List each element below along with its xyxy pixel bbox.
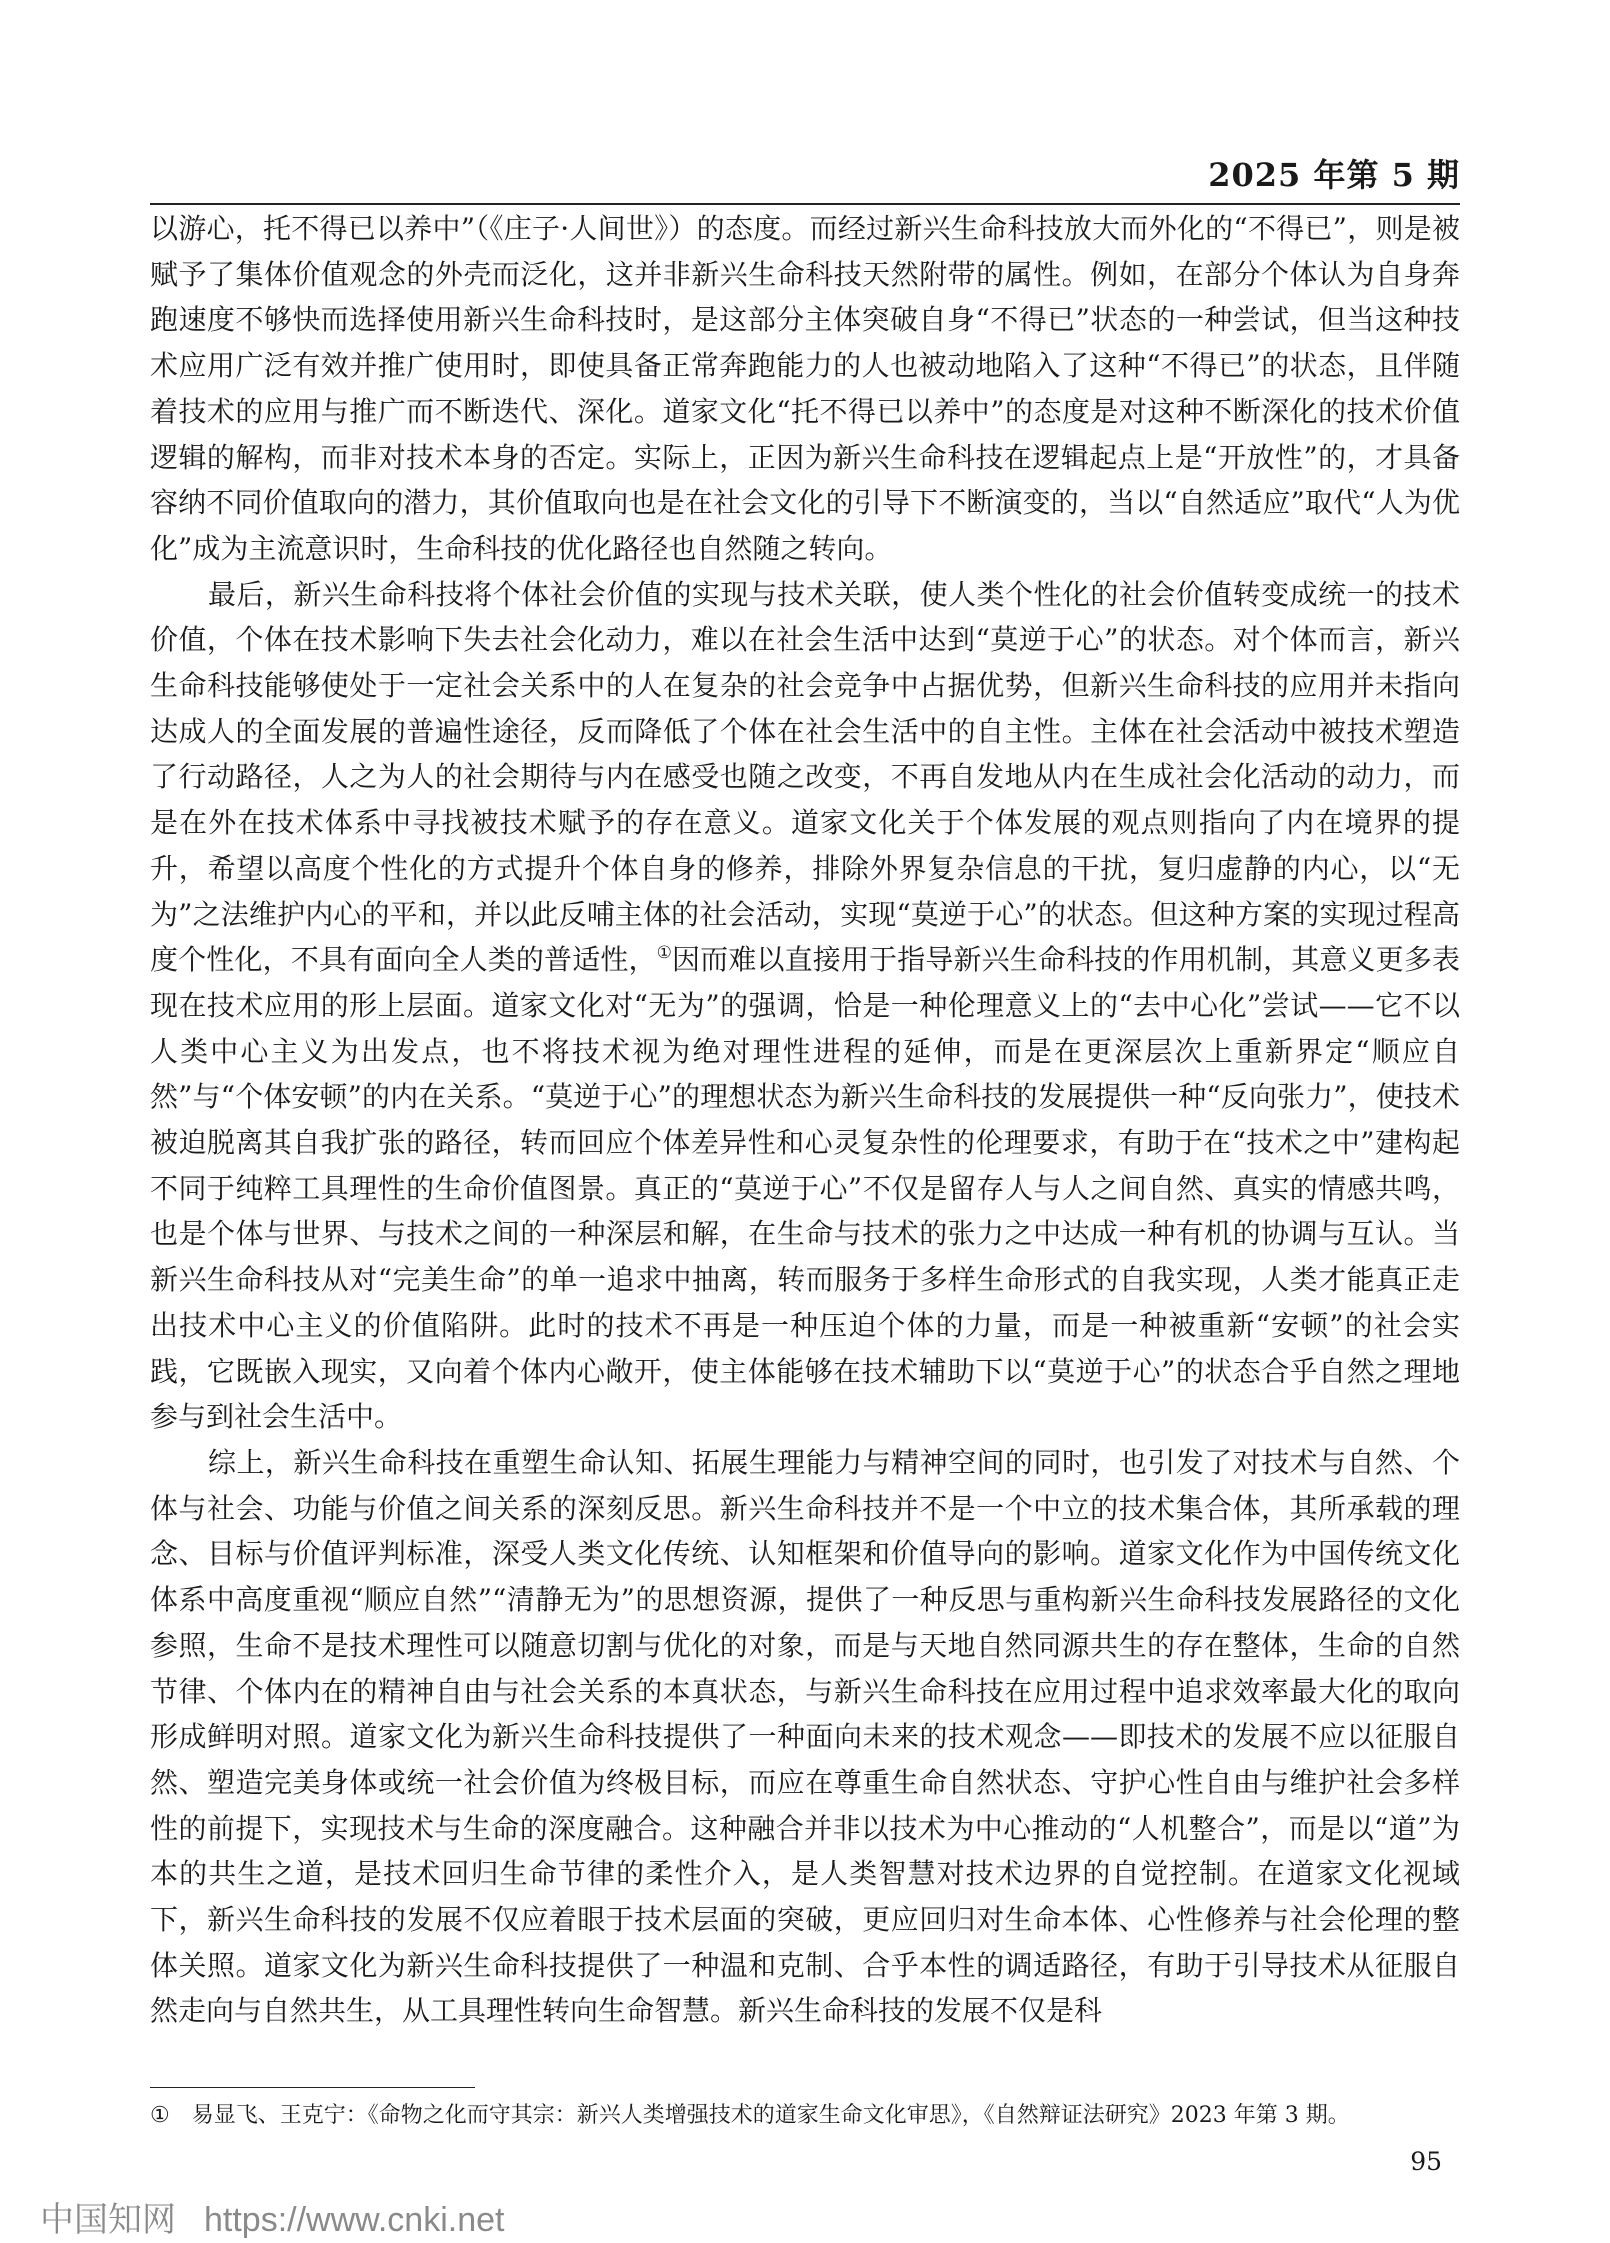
footnote-mark: ① <box>150 2103 170 2128</box>
footnote-text: 易显飞、王克宁：《命物之化而守其宗：新兴人类增强技术的道家生命文化审思》，《自然辩证法研究》2023 年第 3 期。 <box>191 2103 1350 2128</box>
footnote-divider <box>150 2087 475 2088</box>
footnote <box>150 2100 1460 2132</box>
paragraph-3: 综上，新兴生命科技在重塑生命认知、拓展生理能力与精神空间的同时，也引发了对技术与自然、个体与社会、功能与价值之间关系的深刻反思。新兴生命科技并不是一个中立的技术集合体，其所承载的理念、目标与价值评判标准，深受人类文化传统、认知框架和价值导向的影响。道家文化作为中国传统文化体系中高度重视“顺应自然”“清静无为”的思想资源，提供了一种反思与重构新兴生命科技发展路径的文化参照，生命不是技术理性可以随意切割与优化的对象，而是与天地自然同源共生的存在整体，生命的自然节律、个体内在的精神自由与社会关系的本真状态，与新兴生命科技在应用过程中追求效率最大化的取向形成鲜明对照。道家文化为新兴生命科技提供了一种面向未来的技术观念——即技术的发展不应以征服自然、塑造完美身体或统一社会价值为终极目标，而应在尊重生命自然状态、守护心性自由与维护社会多样性的前提下，实现技术与生命的深度融合。这种融合并非以技术为中心推动的“人机整合”，而是以“道”为本的共生之道，是技术回归生命节律的柔性介入，是人类智慧对技术边界的自觉控制。在道家文化视域下，新兴生命科技的发展不仅应着眼于技术层面的突破，更应回归对生命本体、心性修养与社会伦理的整体关照。道家文化为新兴生命科技提供了一种温和克制、合乎本性的调适路径，有助于引导技术从征服自然走向与自然共生，从工具理性转向生命智慧。新兴生命科技的发展不仅是科 <box>150 1445 1460 2028</box>
paragraph-2 <box>150 572 1460 1440</box>
footnote-reference[interactable]: ① <box>656 943 673 964</box>
watermark-site: 中国知网 <box>40 2201 176 2239</box>
article-body <box>150 206 1460 2034</box>
paragraph-2-part-1: 最后，新兴生命科技将个体社会价值的实现与技术关联，使人类个性化的社会价值转变成统一的技术价值，个体在技术影响下失去社会化动力，难以在社会生活中达到“莫逆于心”的状态。对个体而言，新兴生命科技能够使处于一定社会关系中的人在复杂的社会竞争中占据优势，但新兴生命科技的应用并未指向达成人的全面发展的普遍性途径，反而降低了个体在社会生活中的自主性。主体在社会活动中被技术塑造了行动路径，人之为人的社会期待与内在感受也随之改变，不再自发地从内在生成社会化活动的动力，而是在外在技术体系中寻找被技术赋予的存在意义。道家文化关于个体发展的观点则指向了内在境界的提升，希望以高度个性化的方式提升个体自身的修养，排除外界复杂信息的干扰，复归虚静的内心，以“无为”之法维护内心的平和，并以此反哺主体的社会活动，实现“莫逆于心”的状态。但这种方案的实现过程高度个性化，不具有面向全人类的普适性， <box>150 577 1460 977</box>
header-divider <box>150 203 1460 205</box>
cnki-watermark <box>40 2192 504 2241</box>
paragraph-2-part-2: 因而难以直接用于指导新兴生命科技的作用机制，其意义更多表现在技术应用的形上层面。道家文化对“无为”的强调，恰是一种伦理意义上的“去中心化”尝试——它不以人类中心主义为出发点，也不将技术视为绝对理性进程的延伸，而是在更深层次上重新界定“顺应自然”与“个体安顿”的内在关系。“莫逆于心”的理想状态为新兴生命科技的发展提供一种“反向张力”，使技术被迫脱离其自我扩张的路径，转而回应个体差异性和心灵复杂性的伦理要求，有助于在“技术之中”建构起不同于纯粹工具理性的生命价值图景。真正的“莫逆于心”不仅是留存人与人之间自然、真实的情感共鸣，也是个体与世界、与技术之间的一种深层和解，在生命与技术的张力之中达成一种有机的协调与互认。当新兴生命科技从对“完美生命”的单一追求中抽离，转而服务于多样生命形式的自我实现，人类才能真正走出技术中心主义的价值陷阱。此时的技术不再是一种压迫个体的力量，而是一种被重新“安顿”的社会实践，它既嵌入现实，又向着个体内心敞开，使主体能够在技术辅助下以“莫逆于心”的状态合乎自然之理地参与到社会生活中。 <box>150 943 1460 1434</box>
page-number: 95 <box>1410 2147 1442 2176</box>
watermark-url: https://www.cnki.net <box>204 2201 505 2239</box>
issue-header: 2025 年第 5 期 <box>1208 156 1460 194</box>
paragraph-1: 以游心，托不得已以养中”（《庄子·人间世》）的态度。而经过新兴生命科技放大而外化的“不得已”，则是被赋予了集体价值观念的外壳而泛化，这并非新兴生命科技天然附带的属性。例如，在部分个体认为自身奔跑速度不够快而选择使用新兴生命科技时，是这部分主体突破自身“不得已”状态的一种尝试，但当这种技术应用广泛有效并推广使用时，即使具备正常奔跑能力的人也被动地陷入了这种“不得已”的状态，且伴随着技术的应用与推广而不断迭代、深化。道家文化“托不得已以养中”的态度是对这种不断深化的技术价值逻辑的解构，而非对技术本身的否定。实际上，正因为新兴生命科技在逻辑起点上是“开放性”的，才具备容纳不同价值取向的潜力，其价值取向也是在社会文化的引导下不断演变的，当以“自然适应”取代“人为优化”成为主流意识时，生命科技的优化路径也自然随之转向。 <box>150 212 1460 565</box>
